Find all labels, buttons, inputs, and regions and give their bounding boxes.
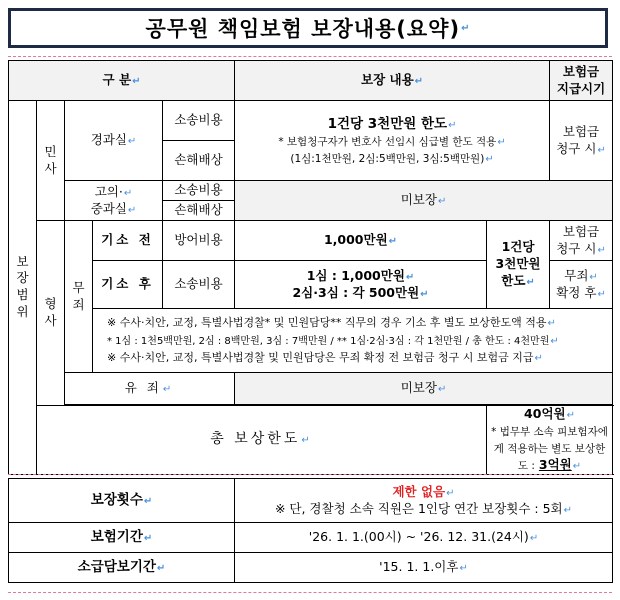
- criminal-limit: 1건당 3천만원 한도↵: [487, 221, 550, 309]
- table-row: [9, 309, 613, 373]
- table-row: [9, 479, 613, 523]
- divider: [8, 56, 612, 57]
- civil-damages: 손해배상: [163, 141, 235, 181]
- summary-table: [8, 478, 613, 583]
- civil-label: 민 사: [37, 101, 65, 221]
- civil-litigation-cost: 소송비용: [163, 101, 235, 141]
- civil-litigation-cost-2: 소송비용: [163, 181, 235, 201]
- coverage-table: [8, 60, 613, 475]
- table-row: [9, 221, 613, 261]
- table-row: [9, 101, 613, 141]
- criminal-notes: ※ 수사·치안, 교정, 특별사법경찰* 및 민원담당** 직무의 경우 기소 후 별도 보상한도액 적용↵ * 1심 : 1천5백만원, 2심 : 8백만원, 3심 : 7백만원 / ** 1심·2심·3심 : 각 1천만원 / 총 한도 : 4천만원↵ ※ 수사·치안, 교정, 특별사법경찰 및 민원담당은 무죄 확정 전 보험금 청구 시 보험금 지급↵: [93, 309, 613, 373]
- frequency-value: 제한 없음↵ ※ 단, 경찰청 소속 직원은 1인당 연간 보장횟수 : 5회↵: [235, 479, 613, 523]
- guilty-not-covered: 미보장↵: [235, 373, 613, 405]
- retro-value: '15. 1. 1.이후↵: [235, 553, 613, 583]
- guilty-label: 유 죄↵: [65, 373, 235, 405]
- total-limit-value: 40억원↵ * 법무부 소속 피보험자에게 적용하는 별도 보상한도 : 3억원↵: [487, 406, 613, 475]
- header-coverage: 보장 내용↵: [235, 61, 550, 101]
- period-label: 보험기간↵: [9, 523, 235, 553]
- before-indictment-label: 기소 전: [93, 221, 163, 261]
- frequency-label: 보장횟수↵: [9, 479, 235, 523]
- document-title: 공무원 책임보험 보장내용(요약) ↵: [8, 8, 608, 48]
- divider: [8, 474, 612, 475]
- defense-cost-label: 방어비용: [163, 221, 235, 261]
- table-header-row: [9, 61, 613, 101]
- acquittal-label: 무 죄: [65, 221, 93, 373]
- before-indictment-amount: 1,000만원↵: [235, 221, 487, 261]
- table-row: [9, 181, 613, 201]
- before-payment-timing: 보험금 청구 시↵: [550, 221, 613, 261]
- header-category: 구 분↵: [9, 61, 235, 101]
- after-indictment-amount: 1심 : 1,000만원↵ 2심·3심 : 각 500만원↵: [235, 261, 487, 309]
- gross-negligence-label: 고의·↵ 중과실↵: [65, 181, 163, 221]
- negligence-label: 경과실↵: [65, 101, 163, 181]
- header-payment-timing: 보험금 지급시기: [550, 61, 613, 101]
- criminal-label: 형 사: [37, 221, 65, 406]
- title-text: 공무원 책임보험 보장내용(요약): [145, 17, 461, 41]
- divider: [8, 592, 612, 593]
- civil-payment-timing: 보험금 청구 시↵: [550, 101, 613, 181]
- civil-coverage: 1건당 3천만원 한도↵ * 보험청구자가 변호사 선임시 심급별 한도 적용↵ (1심:1천만원, 2심:5백만원, 3심:5백만원)↵: [235, 101, 550, 181]
- after-payment-timing: 무죄↵ 확정 후↵: [550, 261, 613, 309]
- table-row: [9, 406, 613, 475]
- total-limit-label: 총 보상한도↵: [37, 406, 487, 475]
- period-value: '26. 1. 1.(00시) ~ '26. 12. 31.(24시)↵: [235, 523, 613, 553]
- civil-damages-2: 손해배상: [163, 201, 235, 221]
- after-litigation-cost-label: 소송비용: [163, 261, 235, 309]
- after-indictment-label: 기소 후: [93, 261, 163, 309]
- table-row: [9, 523, 613, 553]
- retro-label: 소급담보기간↵: [9, 553, 235, 583]
- civil-not-covered: 미보장↵: [235, 181, 613, 221]
- coverage-scope-label: 보 장 범 위: [9, 101, 37, 475]
- table-row: [9, 373, 613, 405]
- table-row: [9, 553, 613, 583]
